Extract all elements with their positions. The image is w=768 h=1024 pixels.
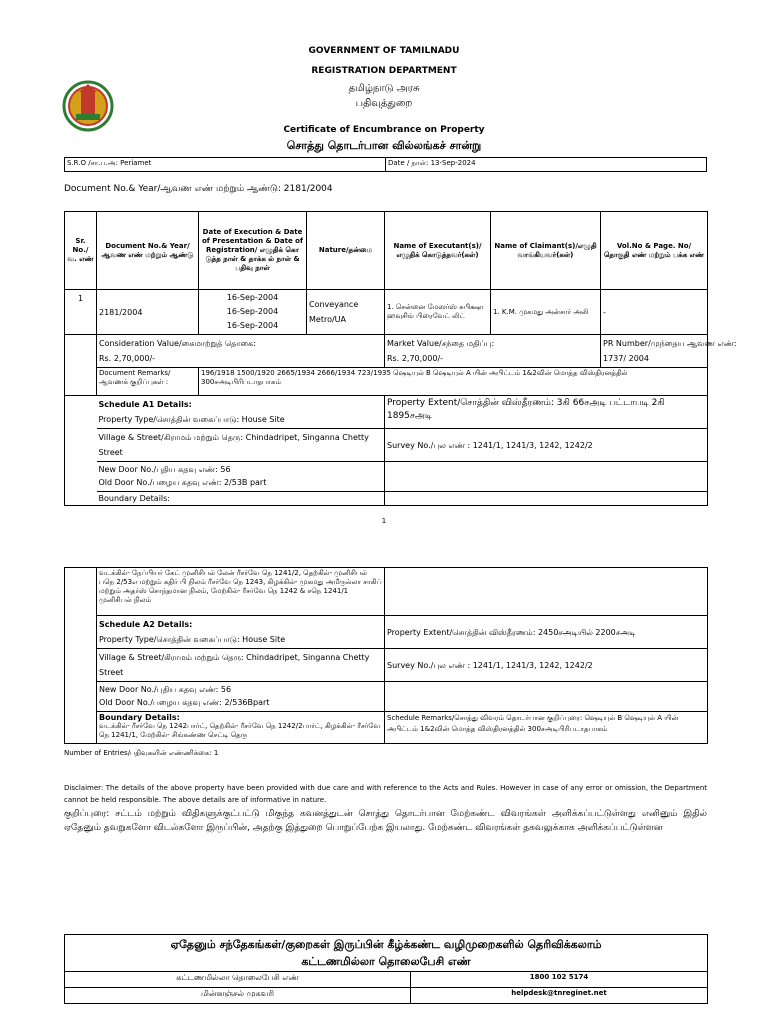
schedule-a2-survey: Survey No./புல எண் : 1241/1, 1241/3, 1242, 1242/2 — [385, 649, 708, 682]
sro-date-table — [64, 157, 707, 172]
market-value-label: Market Value/சந்தை மதிப்பு: — [387, 339, 495, 348]
certificate-title: Certificate of Encumbrance on Property — [283, 125, 485, 135]
presentation-date: 16-Sep-2004 — [226, 307, 279, 316]
schedule-a2-title: Schedule A2 Details: — [99, 620, 193, 629]
consideration-cell — [97, 335, 385, 368]
document-remarks-label: Document Remarks/ ஆவணக் குறிப்புகள் : — [97, 368, 199, 396]
schedule-a1-old-door: Old Door No./பழைய கதவு எண்: 2/53B part — [98, 478, 267, 487]
registration-date: 16-Sep-2004 — [226, 321, 279, 330]
email-label: மின்னஞ்சல் முகவரி — [65, 988, 411, 1004]
department-title-tamil: பதிவுத்துறை — [355, 98, 413, 109]
government-title: GOVERNMENT OF TAMILNADU — [308, 46, 460, 56]
department-title: REGISTRATION DEPARTMENT — [311, 66, 457, 76]
date-cell: Date / நாள்: 13-Sep-2024 — [386, 158, 707, 172]
schedule-a2-old-door: Old Door No./பழைய கதவு எண்: 2/536Bpart — [99, 698, 270, 707]
encumbrance-table — [64, 211, 737, 506]
schedule-a1-title: Schedule A1 Details: — [98, 400, 192, 409]
column-header-volume: Vol.No & Page. No/ தொகுதி எண் மற்றும் பக்க எண் — [601, 212, 708, 290]
schedule-a1-extent: Property Extent/சொத்தின் விஸ்தீரணம்: 3கி 66சஅடி பட்டாபடி 2கி 1895சஅடி — [385, 396, 708, 429]
schedule-a1-doors — [97, 462, 385, 492]
helpdesk-heading-line2: கட்டணமில்லா தொலைபேசி எண் — [301, 955, 471, 968]
schedule-a2-extent: Property Extent/சொத்தின் விஸ்தீரணம்: 2450சஅடியில் 2200சஅடி — [385, 616, 708, 649]
entry-dates — [199, 290, 307, 335]
entry-volume: - — [601, 290, 708, 335]
schedule-a1-cell — [97, 396, 385, 429]
page-number: 1 — [381, 517, 387, 525]
sro-cell: S.R.O /சா.ப.அ: Periamet — [65, 158, 386, 172]
certificate-title-tamil: சொத்து தொடர்பான வில்லங்கச் சான்று — [286, 139, 482, 152]
entry-nature: Conveyance Metro/UA — [307, 290, 385, 335]
pr-number-value: 1737/ 2004 — [603, 354, 649, 363]
column-header-document: Document No.& Year/ ஆவண எண் மற்றும் ஆண்டு — [97, 212, 199, 290]
column-header-executant: Name of Executant(s)/ எழுதிக் கொடுத்தவர்(கள்) — [385, 212, 491, 290]
consideration-value: Rs. 2,70,000/- — [99, 354, 156, 363]
schedule-a2-boundary-cell — [97, 712, 385, 744]
column-header-sr: Sr. No./ வ. எண் — [65, 212, 97, 290]
entry-claimant: 1. K.M. முகமது அன்சார் அலி — [491, 290, 601, 335]
execution-date: 16-Sep-2004 — [226, 293, 279, 302]
schedule-a2-cell — [97, 616, 385, 649]
schedule-a1-survey: Survey No./புல எண் : 1241/1, 1241/3, 1242, 1242/2 — [385, 429, 708, 462]
pr-number-label: PR Number/முந்தைய ஆவண எண்: — [603, 339, 737, 348]
disclaimer-tamil: குறிப்புரை: சட்டம் மற்றும் விதிகளுக்குட்பட்டு மிகுந்த கவனத்துடன் சொத்து தொடர்பான மேற்கண்ட விவரங்கள் அளிக்கப்பட்டுள்ளது எனினும் இதில் ஏதேனும் தவறுகளோ விடல்களோ இருப்பின், அதற்கு இத்துறை பொறுப்பேற்க இயலாது. மேற்கண்ட விவரங்கள் தகவலுக்காக அளிக்கப்பட்டுள்ளன — [64, 809, 707, 833]
table-row — [65, 290, 708, 335]
schedule-a2-boundary: வடக்கில்- ரீசர்வே நெ 1242பார்ட், தெற்கில்- ரீசர்வே நெ 1242/2பார்ட், கிழக்கில்- ரீசர்வே நெ 1241/1, மேற்கில்- சிங்கண்ண செட்டி தெரு — [99, 722, 381, 739]
entry-executant: 1. சென்னை மேஸர்ஸ் சுபிக்ஷா ஹவுசிங் பிரைவேட் லிட் — [385, 290, 491, 335]
column-header-nature: Nature/தன்மை — [307, 212, 385, 290]
schedule-a2-doors — [97, 682, 385, 712]
schedule-a2-type: Property Type/சொத்தின் வகைப்பாடு: House Site — [99, 635, 286, 644]
schedule-a1-boundary: Boundary Details: — [97, 492, 385, 506]
market-value-cell — [385, 335, 601, 368]
tollfree-label: கட்டணமில்லா தொலைபேசி எண் — [65, 972, 411, 988]
market-value: Rs. 2,70,000/- — [387, 354, 444, 363]
schedule-a1-boundary-text: வடக்கில்- நேப்பியர் கேட் முனிசிபல் லேன் ரீசர்வே நெ 1241/2, தெற்கில்- முனிசிபல் பநெ 2/53எ மற்றும் கதிர் பி நிலம் ரீசர்வே நெ 1243, கிழக்கில்- முகமது அமீருல்லா சாகிப் மற்றும் அதர்ஸ் சொந்தமான நிலம், மேற்கில்- ரீசர்வே நெ 1242 & சநெ 1241/1 முனிசிபல் நிலம் — [97, 568, 385, 616]
helpdesk-heading — [65, 935, 708, 972]
schedule-a2-remarks: Schedule Remarks/சொத்து விவரம் தொடர்பான குறிப்புரை: ஷெடியுல் B ஷெடியுல் A யின் அபிட்டம் 1&2வின் மொத்த விஸ்திரனத்தில் 300சஅடிபிரிபடாதபாகம் — [385, 712, 708, 744]
schedule-a1-new-door: New Door No./புதிய கதவு எண்: 56 — [98, 465, 231, 474]
document-remarks: 196/1918 1500/1920 2665/1934 2666/1934 723/1935 ஷெடியுல் B ஷெடியுல் A யின் அபிட்டம் 1&2வின் மொத்த விஸ்திரனத்தில் 300சஅடிபிரிபடாதபாகம் — [199, 368, 708, 396]
entries-count: Number of Entries/பதிவுகளின் எண்ணிக்கை: 1 — [64, 749, 219, 757]
email-link[interactable]: helpdesk@tnreginet.net — [411, 988, 708, 1004]
column-header-claimant: Name of Claimant(s)/எழுதி வாங்கியவர்(கள்) — [491, 212, 601, 290]
schedule-a2-village: Village & Street/கிராமம் மற்றும் தெரு: Chindadripet, Singanna Chetty Street — [97, 649, 385, 682]
helpdesk-table — [64, 934, 708, 1004]
schedule-a2-boundary-title: Boundary Details: — [99, 713, 180, 722]
continuation-table — [64, 567, 708, 744]
column-header-dates: Date of Execution & Date of Presentation & Date of Registration/ எழுதிக் கொ டுத்த நாள் & தாக்க ல் நாள் & பதிவு நாள் — [199, 212, 307, 290]
schedule-a1-type: Property Type/சொத்தின் வகைப்பாடு: House Site — [98, 415, 285, 424]
schedule-a2-new-door: New Door No./புதிய கதவு எண்: 56 — [99, 685, 232, 694]
document-number-line: Document No.& Year/ஆவண எண் மற்றும் ஆண்டு: 2181/2004 — [64, 184, 333, 194]
helpdesk-heading-line1: ஏதேனும் சந்தேகங்கள்/குறைகள் இருப்பின் கீழ்க்கண்ட வழிமுறைகளில் தெரிவிக்கலாம் — [170, 938, 602, 951]
entry-document: 2181/2004 — [97, 290, 199, 335]
entry-sr: 1 — [65, 290, 97, 335]
tollfree-number[interactable]: 1800 102 5174 — [411, 972, 708, 988]
pr-number-cell — [601, 335, 737, 368]
schedule-a1-village: Village & Street/கிராமம் மற்றும் தெரு: Chindadripet, Singanna Chetty Street — [97, 429, 385, 462]
consideration-label: Consideration Value/கைமாற்றுத் தொகை: — [99, 339, 256, 348]
disclaimer-english: Disclaimer: The details of the above property have been provided with due care and with reference to the Acts and Rules. However in case of any error or omission, the Department cannot be held responsible. The above details are of informative in nature. — [64, 784, 707, 804]
government-title-tamil: தமிழ்நாடு அரசு — [348, 83, 420, 94]
